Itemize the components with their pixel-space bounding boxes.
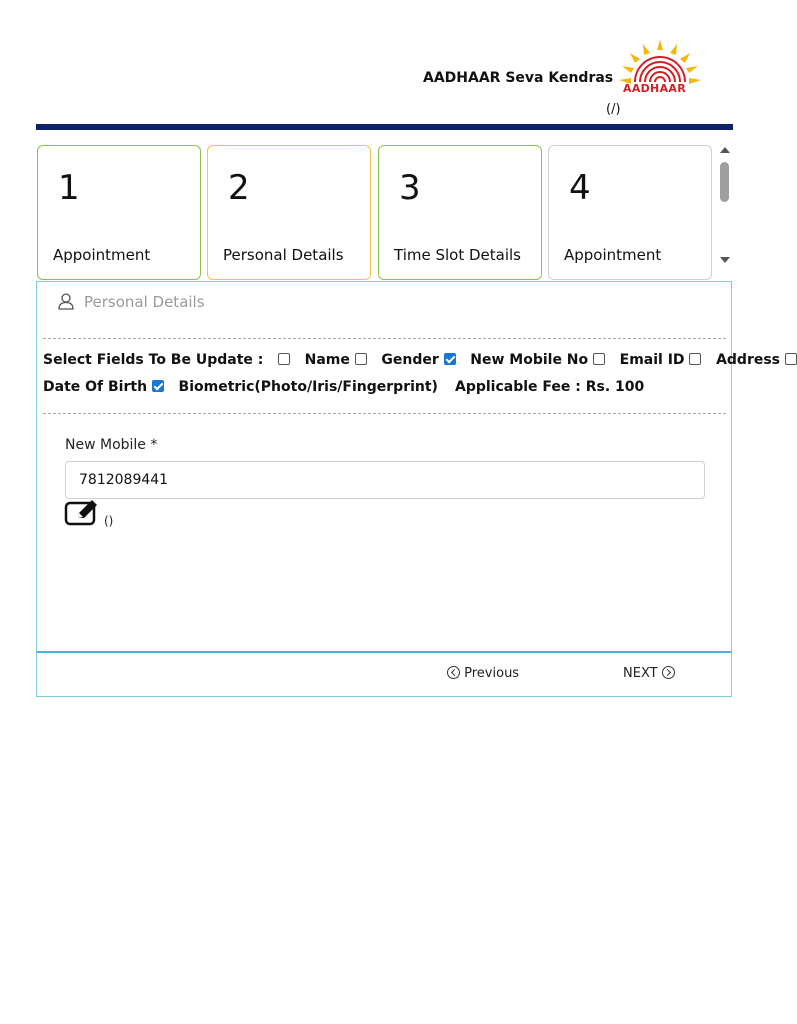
next-label: NEXT [623,666,658,681]
gender-checkbox[interactable] [355,353,367,365]
divider [43,338,726,339]
applicable-fee: Applicable Fee : Rs. 100 [455,379,645,395]
dob-checkbox-label: Date Of Birth [43,379,148,395]
header-divider [36,124,733,130]
email-checkbox-label: Email ID [619,352,685,368]
previous-button[interactable] [447,666,519,681]
scroll-down-icon[interactable] [720,257,730,263]
email-checkbox[interactable] [593,353,605,365]
step-label: Personal Details [223,246,344,264]
header-title: AADHAAR Seva Kendras [423,70,614,86]
panel-title: Personal Details [84,293,205,311]
new-mobile-label: New Mobile * [65,437,158,453]
header-subtitle: (/) [606,102,621,117]
scroll-up-icon[interactable] [720,147,730,153]
next-button[interactable] [623,666,675,681]
dob-checkbox[interactable] [785,353,797,365]
new-mobile-checkbox-label: New Mobile No [470,352,589,368]
logo-text: AADHAAR [623,82,686,95]
name-checkbox[interactable] [278,353,290,365]
biometric-checkbox-label: Biometric(Photo/Iris/Fingerprint) [178,379,438,395]
personal-details-panel [36,281,781,697]
step-number: 4 [569,168,591,208]
user-icon [57,292,75,310]
step-label: Appointment [53,246,151,264]
new-mobile-input[interactable] [65,461,705,499]
step-4-card[interactable] [548,145,712,280]
chevron-right-circle-icon [662,666,675,679]
fields-row-1 [43,352,797,368]
footer-divider [37,651,731,653]
gender-checkbox-label: Gender [381,352,439,368]
step-number: 2 [228,168,250,208]
select-fields-label: Select Fields To Be Update : [43,352,264,368]
step-1-card[interactable] [37,145,201,280]
steps-scrollbar[interactable] [718,144,732,271]
scroll-thumb[interactable] [720,162,729,202]
step-number: 1 [58,168,80,208]
edit-text: () [104,514,114,528]
new-mobile-checkbox[interactable] [444,353,456,365]
step-tracker [36,144,718,271]
biometric-checkbox[interactable] [152,380,164,392]
fields-row-2 [43,379,438,395]
step-2-card[interactable] [207,145,371,280]
name-checkbox-label: Name [304,352,350,368]
step-label: Appointment [564,246,662,264]
edit-icon[interactable] [64,499,100,527]
previous-label: Previous [464,666,520,681]
step-number: 3 [399,168,421,208]
address-checkbox[interactable] [689,353,701,365]
divider [43,413,726,414]
step-label: Time Slot Details [394,246,521,264]
step-3-card[interactable] [378,145,542,280]
address-checkbox-label: Address [716,352,781,368]
chevron-left-circle-icon [447,666,460,679]
